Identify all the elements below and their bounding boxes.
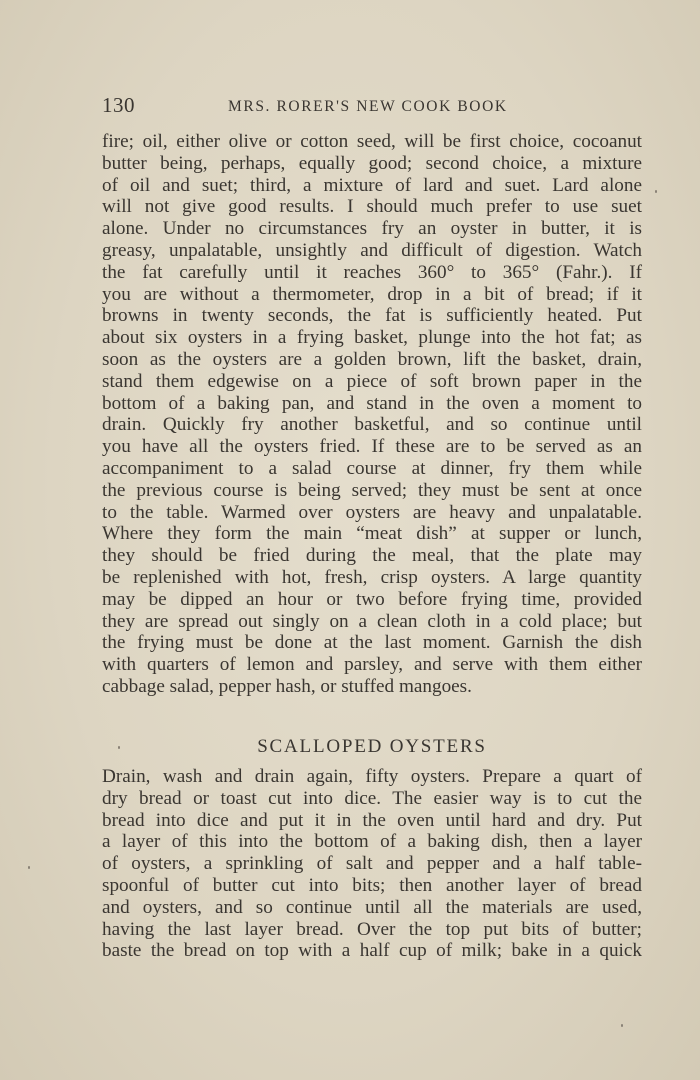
page-number: 130 — [102, 93, 135, 117]
text-line: of oysters, a sprinkling of salt and pepper and a half table- — [102, 853, 642, 875]
text-line: dry bread or toast cut into dice. The easier way is to cut the — [102, 787, 642, 809]
text-line: the previous course is being served; they must be sent at once — [102, 479, 642, 501]
text-line: about six oysters in a frying basket, plunge into the hot fat; as — [102, 327, 642, 349]
section-text — [102, 766, 642, 962]
paper-speck — [655, 190, 657, 193]
text-line: cabbage salad, pepper hash, or stuffed mangoes. — [102, 675, 472, 697]
text-line: with quarters of lemon and parsley, and serve with them either — [102, 654, 642, 676]
text-line: may be dipped an hour or two before frying time, provided — [102, 588, 642, 610]
paper-speck — [28, 866, 30, 869]
text-line: baste the bread on top with a half cup of milk; bake in a quick — [102, 940, 642, 962]
text-line: to the table. Warmed over oysters are heavy and unpalatable. — [102, 501, 642, 523]
text-line: accompaniment to a salad course at dinner, fry them while — [102, 457, 642, 479]
text-line: and oysters, and so continue until all the materials are used, — [102, 896, 642, 918]
text-line: the frying must be done at the last moment. Garnish the dish — [102, 632, 642, 654]
text-line: alone. Under no circumstances fry an oyster in butter, it is — [102, 218, 642, 240]
text-line: you are without a thermometer, drop in a bit of bread; if it — [102, 283, 642, 305]
running-head — [102, 93, 642, 119]
text-line: browns in twenty seconds, the fat is sufficiently heated. Put — [102, 305, 642, 327]
text-line: greasy, unpalatable, unsightly and difficult of digestion. Watch — [102, 239, 642, 261]
text-line: they are spread out singly on a clean cloth in a cold place; but — [102, 610, 642, 632]
text-line: bottom of a baking pan, and stand in the oven a moment to — [102, 392, 642, 414]
paper-speck — [621, 1024, 623, 1027]
text-line: having the last layer bread. Over the top put bits of butter; — [102, 918, 642, 940]
text-line: be replenished with hot, fresh, crisp oysters. A large quantity — [102, 566, 642, 588]
text-line: drain. Quickly fry another basketful, and so continue until — [102, 414, 642, 436]
running-title: MRS. RORER'S NEW COOK BOOK — [228, 98, 508, 115]
text-line: you have all the oysters fried. If these are to be served as an — [102, 436, 642, 458]
text-line: a layer of this into the bottom of a baking dish, then a layer — [102, 831, 642, 853]
text-line: spoonful of butter cut into bits; then another layer of bread — [102, 874, 642, 896]
text-line: the fat carefully until it reaches 360° to 365° (Fahr.). If — [102, 261, 642, 283]
text-line: Drain, wash and drain again, fifty oysters. Prepare a quart of — [102, 766, 642, 787]
text-line: stand them edgewise on a piece of soft brown paper in the — [102, 370, 642, 392]
text-line: fire; oil, either olive or cotton seed, will be first choice, cocoanut — [102, 131, 642, 152]
paper-speck — [118, 746, 120, 749]
text-line: will not give good results. I should much prefer to use suet — [102, 196, 642, 218]
text-line: bread into dice and put it in the oven until hard and dry. Put — [102, 809, 642, 831]
text-line: soon as the oysters are a golden brown, lift the basket, drain, — [102, 348, 642, 370]
text-line: of oil and suet; third, a mixture of lard and suet. Lard alone — [102, 174, 642, 196]
text-line: Where they form the main “meat dish” at supper or lunch, — [102, 523, 642, 545]
text-line: butter being, perhaps, equally good; second choice, a mixture — [102, 152, 642, 174]
body-text — [102, 131, 642, 698]
text-line: they should be fried during the meal, that the plate may — [102, 545, 642, 567]
section-heading: SCALLOPED OYSTERS — [257, 736, 487, 757]
